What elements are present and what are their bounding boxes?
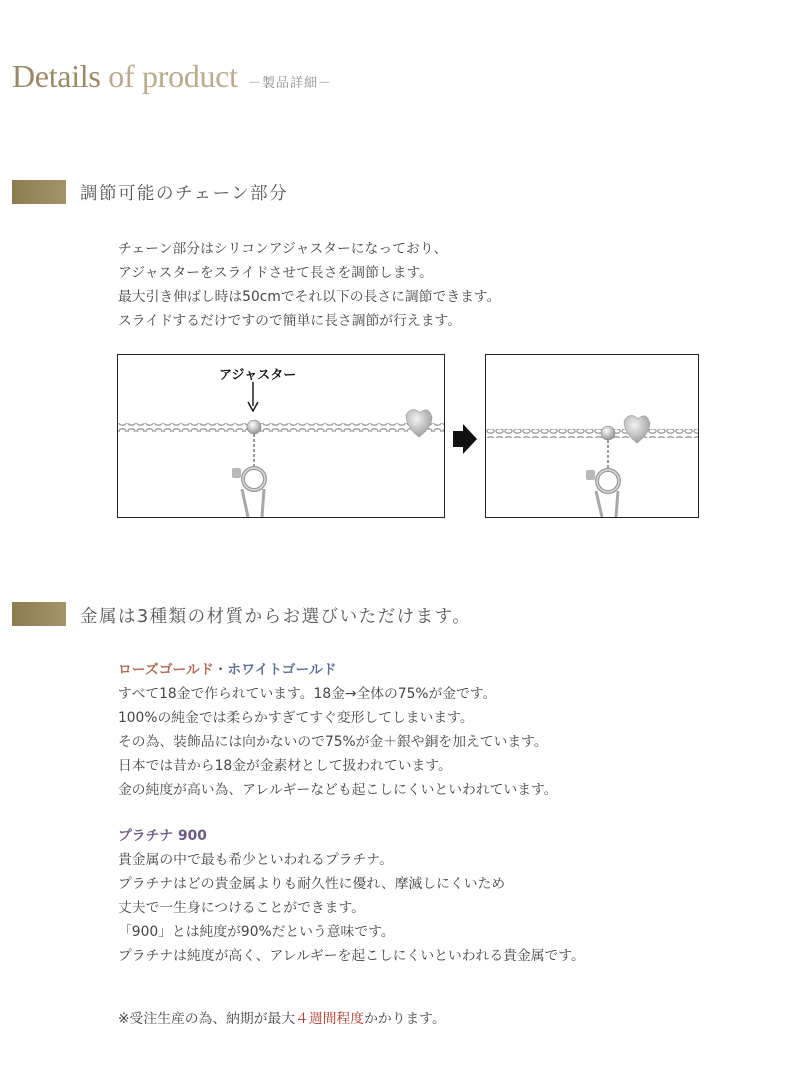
gold-line: その為、装飾品には向かないので75%が金＋銀や銅を加えています。 [118, 734, 548, 750]
section1-line: チェーン部分はシリコンアジャスターになっており、 [118, 241, 448, 257]
page-title-word1: Details [12, 58, 101, 94]
section2-title: 金属は3種類の材質からお選びいただけます。 [80, 607, 472, 627]
delivery-note [118, 1007, 446, 1031]
gold-heading [118, 658, 558, 682]
adjuster-photo-after [485, 354, 699, 518]
gold-line: 日本では昔から18金が金素材として扱われています。 [118, 758, 452, 774]
white-gold-label: ホワイトゴールド [227, 662, 337, 678]
gold-line: 100%の純金では柔らかすぎてすぐ変形してしまいます。 [118, 710, 474, 726]
right-arrow-icon [453, 424, 477, 458]
note-emphasis: ４週間程度 [295, 1011, 365, 1027]
rose-gold-label: ローズゴールド [118, 662, 214, 678]
section1-line: スライドするだけですので簡単に長さ調節が行えます。 [118, 313, 461, 329]
platinum-line: 「900」とは純度が90%だという意味です。 [118, 924, 395, 940]
section1-title: 調節可能のチェーン部分 [80, 184, 289, 204]
platinum-line: プラチナは純度が高く、アレルギーを起こしにくいといわれる貴金属です。 [118, 948, 585, 964]
page-title [12, 58, 238, 95]
platinum-line: 貴金属の中で最も希少といわれるプラチナ。 [118, 852, 393, 868]
note-suffix: かかります。 [364, 1011, 446, 1027]
page-title-word2: of product [108, 58, 238, 94]
gold-line: すべて18金で作られています。18金→全体の75%が金です。 [118, 686, 497, 702]
separator-dot: ・ [213, 662, 228, 678]
section1-line: 最大引き伸ばし時は50cmでそれ以下の長さに調節できます。 [118, 289, 501, 305]
gold-line: 金の純度が高い為、アレルギーなども起こしにくいといわれています。 [118, 782, 558, 798]
section2-accent-bar [12, 602, 66, 626]
platinum-heading: プラチナ 900 [118, 828, 207, 844]
platinum-line: プラチナはどの貴金属よりも耐久性に優れ、摩滅しにくいため [118, 876, 506, 892]
section1-description [118, 237, 500, 333]
note-prefix: ※受注生産の為、納期が最大 [118, 1011, 296, 1027]
platinum-line: 丈夫で一生身につけることができます。 [118, 900, 365, 916]
down-arrow-icon [247, 382, 259, 416]
platinum-description [118, 824, 585, 968]
section1-line: アジャスターをスライドさせて長さを調節します。 [118, 265, 433, 281]
gold-description [118, 658, 558, 802]
page-subtitle: －製品詳細－ [248, 76, 333, 91]
adjuster-label: アジャスター [219, 368, 297, 383]
section1-accent-bar [12, 180, 66, 204]
